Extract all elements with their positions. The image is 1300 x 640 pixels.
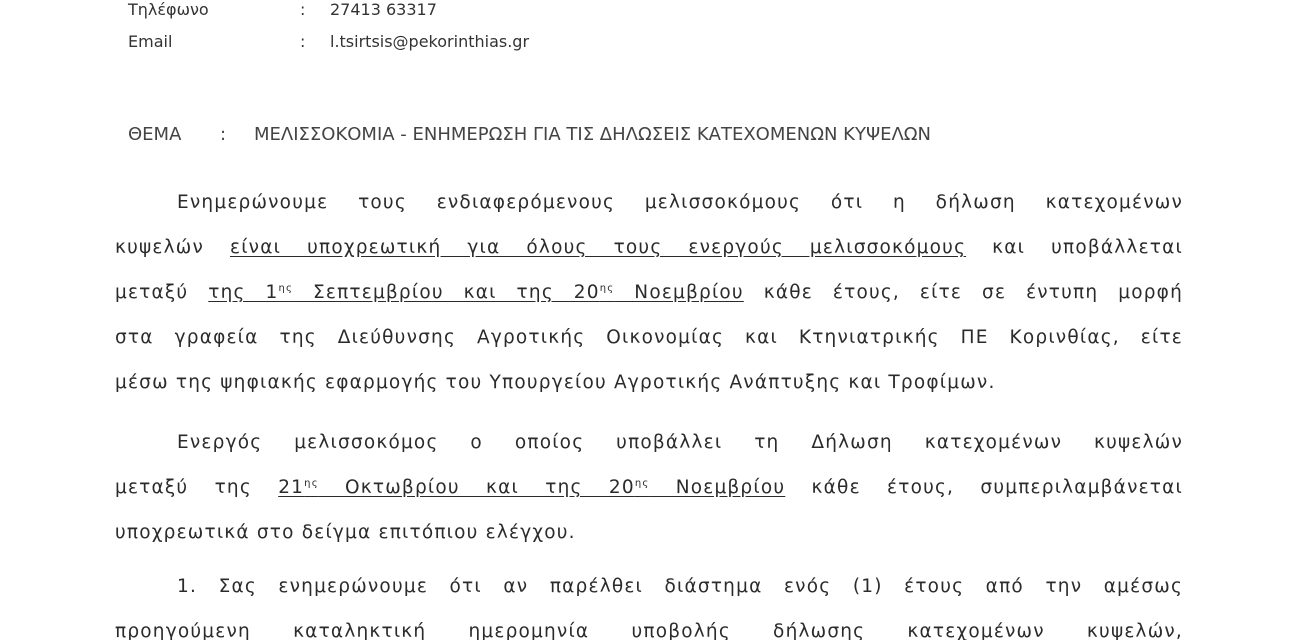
ordinal-suffix: ης [599, 282, 615, 294]
period-end-month: Νοεμβρίου [649, 477, 786, 498]
paragraph-declaration-obligation [115, 180, 1183, 405]
period-mid: Οκτωβρίου και της 20 [318, 477, 635, 498]
obligation-emphasis: είναι υποχρεωτική για όλους τους ενεργούς μελισσοκόμους [230, 237, 967, 258]
email-label: Email [128, 32, 173, 51]
para1-line2-start: κυψελών [115, 237, 204, 258]
email-value[interactable]: l.tsirtsis@pekorinthias.gr [330, 32, 530, 51]
subject-label: ΘΕΜΑ [128, 124, 182, 145]
para2-line2 [115, 465, 1183, 510]
para1-line3-end: κάθε έτους, είτε σε έντυπη μορφή [763, 282, 1183, 303]
deadline-mid: Σεπτεμβρίου και της 20 [293, 282, 600, 303]
para3-line1: 1. Σας ενημερώνουμε ότι αν παρέλθει διάστημα ενός (1) έτους από την αμέσως [177, 576, 1183, 597]
para1-line2 [115, 225, 1183, 270]
para2-line3: υποχρεωτικά στο δείγμα επιτόπιου ελέγχου. [115, 522, 576, 543]
para3-line2: προηγούμενη καταληκτική ημερομηνία υποβολής δήλωσης κατεχομένων κυψελών, [115, 621, 1183, 640]
deadline-end-month: Νοεμβρίου [614, 282, 744, 303]
para1-line4: στα γραφεία της Διεύθυνσης Αγροτικής Οικονομίας και Κτηνιατρικής ΠΕ Κορινθίας, είτε [115, 327, 1183, 348]
para2-line2-end: κάθε έτους, συμπεριλαμβάνεται [811, 477, 1183, 498]
email-colon: : [300, 32, 306, 51]
para1-line3 [115, 270, 1183, 315]
period-start-day: 21 [278, 477, 305, 498]
para1-line5: μέσω της ψηφιακής εφαρμογής του Υπουργείου Αγροτικής Ανάπτυξης και Τροφίμων. [115, 372, 996, 393]
phone-label: Τηλέφωνο [128, 0, 209, 19]
para2-line2-start: μεταξύ της [115, 477, 252, 498]
para1-line2-end: και υποβάλλεται [992, 237, 1183, 258]
numbered-item-1 [115, 564, 1183, 640]
para1-line3-start: μεταξύ [115, 282, 189, 303]
paragraph-inspection-sample [115, 420, 1183, 555]
para2-line1: Ενεργός μελισσοκόμος ο οποίος υποβάλλει τη Δήλωση κατεχομένων κυψελών [177, 432, 1183, 453]
ordinal-suffix: ης [278, 282, 294, 294]
phone-value: 27413 63317 [330, 0, 437, 19]
ordinal-suffix: ης [304, 477, 319, 489]
ordinal-suffix: ης [634, 477, 650, 489]
para1-line1: Ενημερώνουμε τους ενδιαφερόμενους μελισσοκόμους ότι η δήλωση κατεχομένων [177, 192, 1183, 213]
deadline-period-1 [208, 282, 744, 303]
subject-value: ΜΕΛΙΣΣΟΚΟΜΙΑ - ΕΝΗΜΕΡΩΣΗ ΓΙΑ ΤΙΣ ΔΗΛΩΣΕΙΣ ΚΑΤΕΧΟΜΕΝΩΝ ΚΥΨΕΛΩΝ [254, 124, 932, 145]
deadline-period-2 [278, 477, 785, 498]
deadline-start-day: της 1 [208, 282, 279, 303]
phone-colon: : [300, 0, 306, 19]
subject-colon: : [220, 124, 227, 145]
